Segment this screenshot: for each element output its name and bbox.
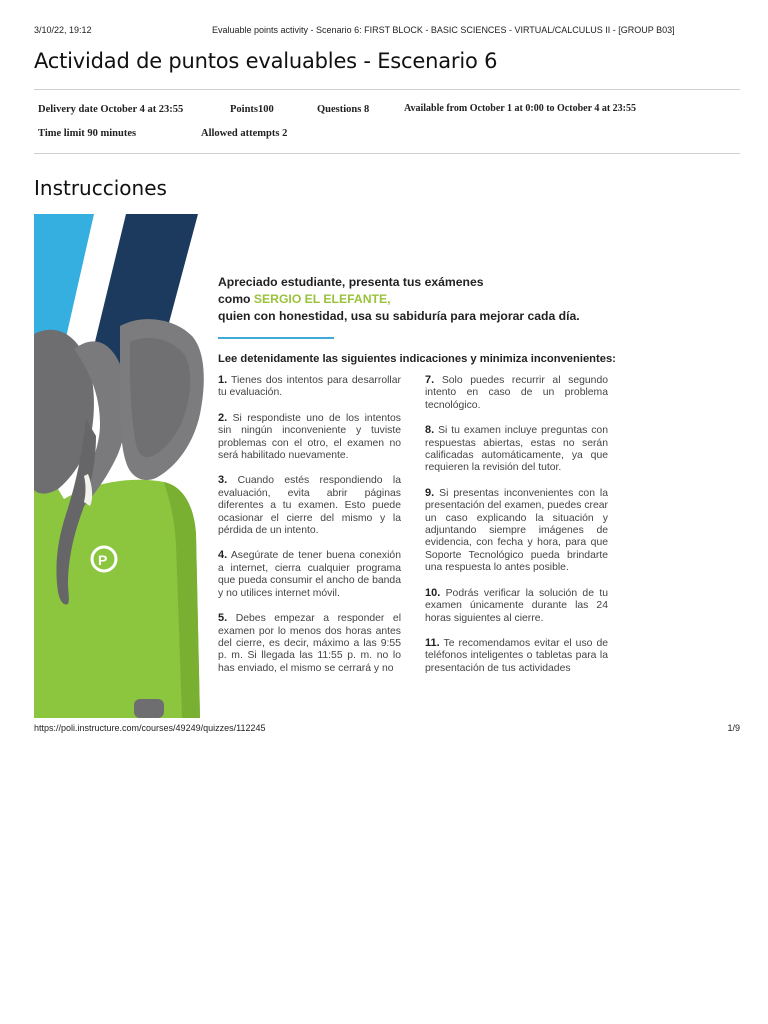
instruction-item: 4. Asegúrate de tener buena conexión a internet, cierra cualquier programa que pueda consumir el ancho de banda y no utilices internet móvil. [218, 549, 401, 599]
divider-bottom [34, 153, 740, 154]
allowed-attempts: Allowed attempts 2 [201, 128, 288, 139]
instructions-lead: Lee detenidamente las siguientes indicaciones y minimiza inconvenientes: [218, 353, 616, 365]
points: Points100 [230, 104, 274, 115]
greeting-block [218, 274, 598, 325]
instruction-item: 9. Si presentas inconvenientes con la presentación del examen, puedes crear un caso explicando la situación y adjuntando siempre imágenes de evidencia, con fecha y hora, para que Soporte Tecnológico pueda brindarte una respuesta lo antes posible. [425, 486, 609, 574]
instruction-item: 1. Tienes dos intentos para desarrollar tu evaluación. [218, 374, 401, 399]
time-limit: Time limit 90 minutes [38, 128, 137, 139]
instructions-column-left [218, 374, 401, 687]
instruction-item: 5. Debes empezar a responder el examen por lo menos dos horas antes del cierre, es decir, máximo a las 9:55 p. m. Si llegada las 11:55 p. m. no lo has enviado, el mismo se cerrará y no [218, 612, 401, 674]
instruction-item: 3. Cuando estés respondiendo la evaluación, evita abrir páginas diferentes a tu examen. Esto puede ocasionar el cierre del mismo y la pérdida de un intento. [218, 474, 401, 537]
delivery-date: Delivery date October 4 at 23:55 [38, 104, 184, 115]
print-header [34, 25, 740, 39]
instruction-item: 7. Solo puedes recurrir al segundo intento en caso de un problema tecnológico. [425, 374, 609, 411]
instruction-item: 2. Si respondiste uno de los intentos sin ningún inconveniente y tuviste problemas con el otro, el examen no será habilitado nuevamente. [218, 411, 402, 462]
accent-underline [218, 337, 334, 339]
instructions-column-right [425, 374, 608, 687]
instructions-banner [34, 214, 616, 718]
greeting-line-3: quien con honestidad, usa su sabiduría para mejorar cada día. [218, 309, 580, 323]
greeting-line-2 [218, 291, 598, 308]
print-url[interactable]: https://poli.instructure.com/courses/49249/quizzes/112245 [34, 723, 266, 733]
availability: Available from October 1 at 0:00 to October 4 at 23:55 [404, 103, 636, 114]
greeting-mascot-name: SERGIO EL ELEFANTE, [253, 292, 391, 306]
print-footer [34, 723, 740, 735]
print-page-title: Evaluable points activity - Scenario 6: FIRST BLOCK - BASIC SCIENCES - VIRTUAL/CALCULUS II - [GROUP B03] [212, 25, 675, 35]
greeting-prefix: como [218, 292, 254, 306]
instruction-item: 10. Podrás verificar la solución de tu examen únicamente durante las 24 horas siguientes al cierre. [425, 586, 608, 624]
instructions-heading: Instrucciones [34, 176, 167, 200]
divider-top [34, 89, 740, 90]
greeting-line-1: Apreciado estudiante, presenta tus exámenes [218, 275, 484, 289]
page-number: 1/9 [727, 723, 740, 733]
svg-text:P: P [98, 552, 108, 568]
quiz-title: Actividad de puntos evaluables - Escenario 6 [34, 49, 498, 73]
questions-count: Questions 8 [317, 104, 370, 115]
print-datetime: 3/10/22, 19:12 [34, 25, 92, 35]
instruction-item: 8. Si tu examen incluye preguntas con respuestas abiertas, estas no serán calificadas automáticamente, ya que requieren la revisión del tutor. [425, 424, 608, 474]
instruction-item: 11. Te recomendamos evitar el uso de teléfonos inteligentes o tabletas para la presentación de tus actividades [425, 636, 609, 674]
